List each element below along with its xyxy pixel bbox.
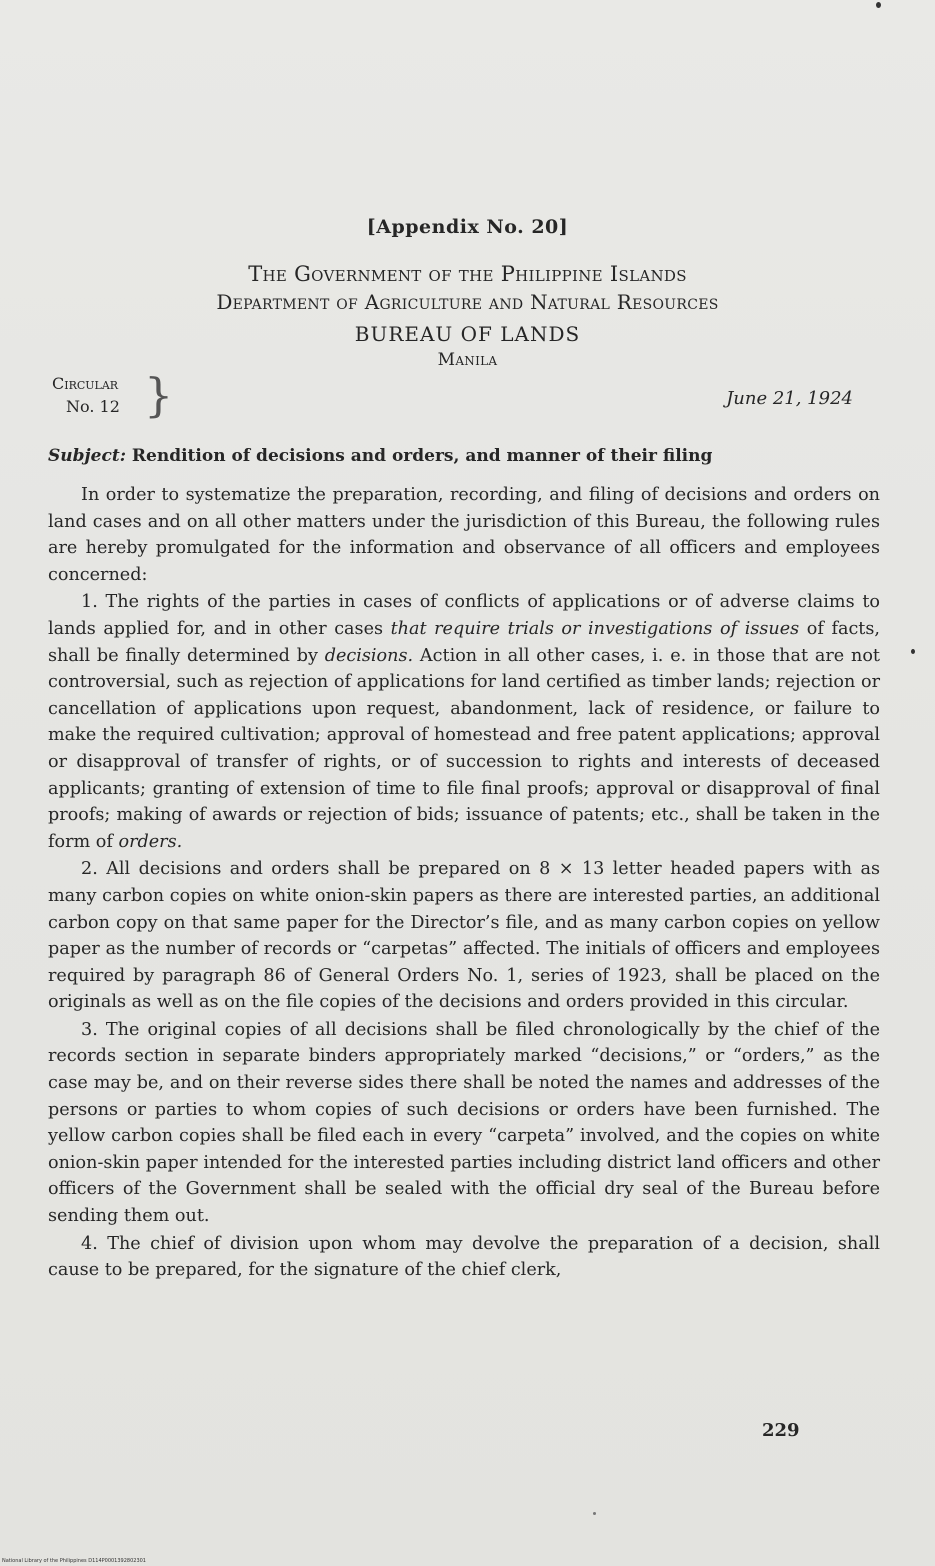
paragraph-1-text-c: of facts, shall be finally determined by [48,618,881,666]
department-heading: Department of Agriculture and Natural Resources [216,290,719,314]
circular-reference [52,372,120,418]
paragraph-1-text-e: Action in all other cases, i. e. in those that are not controversial, such as rejection of applications for land certified as timber lands; rejection or cancellation of applications upon request, abandonment, lack of residence, or failure to make the required cultivation; approval of homestead and free patent applications; approval or disapproval of transfer of rights, or of succession to rights and interests of deceased applicants; granting of extension of time to file final proofs; approval or disapproval of final proofs; making of awards or rejection of bids; issuance of patents; etc., shall be taken in the form of [48,645,880,852]
subject-text: Rendition of decisions and orders, and manner of their filing [131,446,713,466]
ink-speck [876,2,881,8]
circular-body [48,482,880,1285]
paragraph-1-text-a: 1. The rights of the parties in cases of conflicts of applications or of adverse claims to lands applied for, and in other cases [48,592,880,639]
page-number: 229 [762,1420,800,1441]
paragraph-2: 2. All decisions and orders shall be prepared on 8 × 13 letter headed papers with as many carbon copies on white onion-skin papers as there are interested parties, an additional carbon copy on that same paper for the Director’s file, and as many carbon copies on yellow paper as the number of records or “carpetas” affected. The initials of officers and employees required by paragraph 86 of General Orders No. 1, series of 1923, shall be placed on the originals as well as on the file copies of the decisions and orders provided in this circular. [48,859,880,1013]
ink-speck [911,649,915,654]
subject-label: Subject: [48,446,126,466]
circular-date: June 21, 1924 [726,388,853,409]
paragraph-intro: In order to systematize the preparation, recording, and filing of decisions and orders on land cases and on all other matters under the jurisdiction of this Bureau, the following rules are hereby promulgated for the information and observance of all officers and employees concerned: [48,485,880,585]
circular-label: Circular [52,374,119,393]
bureau-heading: BUREAU OF LANDS [354,322,581,346]
paragraph-1 [48,589,880,855]
circular-number: No. 12 [66,397,120,416]
ink-speck [593,1512,596,1515]
subject-line [48,446,878,466]
government-heading: The Government of the Philippine Islands [248,262,687,286]
city-heading: Manila [437,350,498,370]
paragraph-1-emphasis-orders: orders. [118,831,183,852]
paragraph-4: 4. The chief of division upon whom may devolve the preparation of a decision, shall cause to be prepared, for the signature of the chief clerk, [48,1233,880,1281]
appendix-label: [Appendix No. 20] [366,216,569,238]
brace-mark: } [144,368,174,422]
paragraph-1-emphasis-decisions: decisions. [324,645,414,666]
paragraph-1-emphasis-trials: that require trials or investigations of issues [390,618,800,639]
footer-credit: National Library of the Philippines D114P0001392802301 [2,1558,146,1564]
paragraph-3: 3. The original copies of all decisions shall be filed chronologically by the chief of the records section in separate binders appropriately marked “decisions,” or “orders,” as the case may be, and on their reverse sides there shall be noted the names and addresses of the persons or parties to whom copies of such decisions or orders have been furnished. The yellow carbon copies shall be filed each in every “carpeta” involved, and the copies on white onion-skin paper intended for the interested parties including district land officers and other officers of the Government shall be sealed with the official dry seal of the Bureau before sending them out. [48,1019,880,1227]
